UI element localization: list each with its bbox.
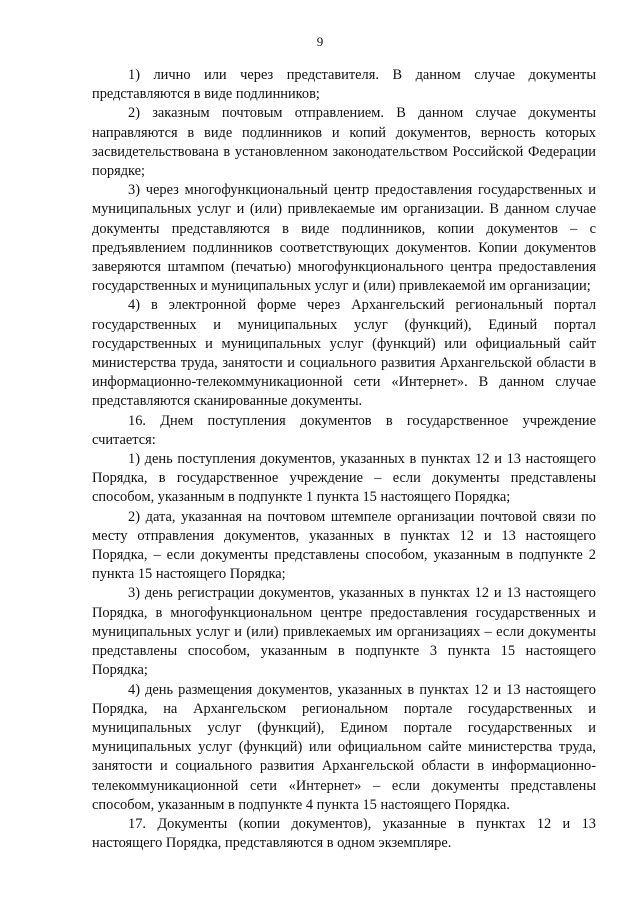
paragraph-clause-16-item-2: 2) дата, указанная на почтовом штемпеле организации почтовой связи по месту отправления документов, указанных в пунктах 12 и 13 настоящего Порядка, – если документы представлены способом, указанным в подпункте 2 пункта 15 настоящего Порядка; (92, 508, 596, 583)
paragraph-item-2: 2) заказным почтовым отправлением. В данном случае документы направляются в виде подлинников и копий документов, верность которых засвидетельствована в установленном законодательством Российской Федерации порядке; (92, 105, 596, 180)
paragraph-clause-16-item-3: 3) день регистрации документов, указанных в пунктах 12 и 13 настоящего Порядка, в многофункциональном центре предоставления государственных и муниципальных услуг и (или) привлекаемых им организациях – если документы представлены способом, указанным в подпункте 3 пункта 15 настоящего Порядка; (92, 585, 596, 679)
document-body (92, 66, 596, 853)
page-number: 9 (316, 34, 324, 49)
paragraph-clause-16-item-4: 4) день размещения документов, указанных в пунктах 12 и 13 настоящего Порядка, на Архангельском региональном портале государственных и муниципальных услуг (функций), Едином портале государственных и муниципальных услуг (функций) или официальном сайте министерства труда, занятости и социального развития Архангельской области в информационно-телекоммуникационной сети «Интернет» – если документы представлены способом, указанным в подпункте 4 пункта 15 настоящего Порядка. (92, 681, 596, 813)
paragraph-clause-16: 16. Днем поступления документов в государственное учреждение считается: (92, 412, 596, 448)
paragraph-item-4: 4) в электронной форме через Архангельский региональный портал государственных и муниципальных услуг (функций), Единый портал государственных и муниципальных услуг (функций) или официальный сайт министерства труда, занятости и социального развития Архангельской области в информационно-телекоммуникационной сети «Интернет». В данном случае представляются сканированные документы. (92, 297, 596, 410)
paragraph-clause-17: 17. Документы (копии документов), указанные в пунктах 12 и 13 настоящего Порядка, представляются в одном экземпляре. (92, 815, 596, 852)
paragraph-item-3: 3) через многофункциональный центр предоставления государственных и муниципальных услуг и (или) привлекаемые им организации. В данном случае документы представляются в виде подлинников, копии документов – с предъявлением подлинников соответствующих документов. Копии документов заверяются штампом (печатью) многофункционального центра предоставления государственных и муниципальных услуг и (или) привлекаемой им организации; (92, 182, 596, 295)
paragraph-item-1: 1) лично или через представителя. В данном случае документы представляются в виде подлинников; (92, 67, 596, 103)
paragraph-clause-16-item-1: 1) день поступления документов, указанных в пунктах 12 и 13 настоящего Порядка, в государственное учреждение – если документы представлены способом, указанным в подпункте 1 пункта 15 настоящего Порядка; (92, 451, 596, 506)
